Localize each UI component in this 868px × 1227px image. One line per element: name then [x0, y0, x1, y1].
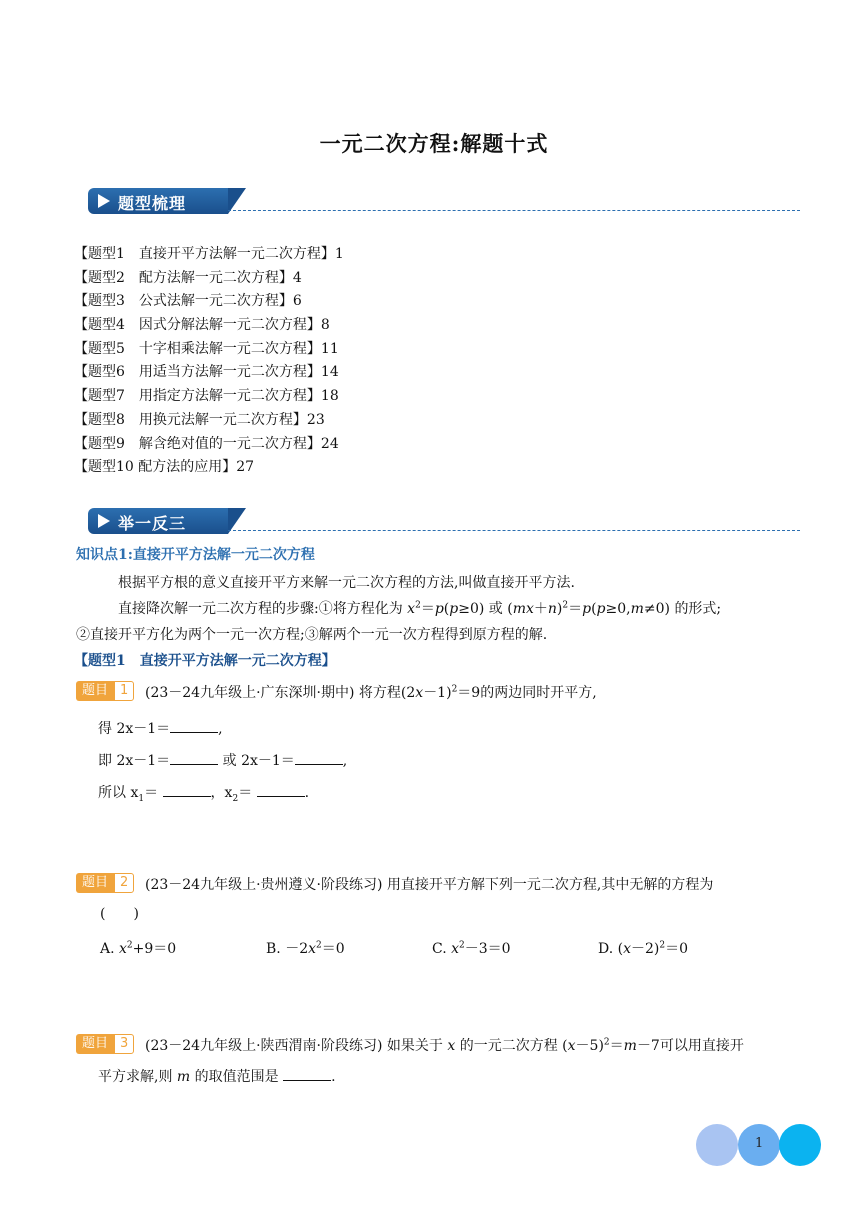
question-body: 将方程 [358, 685, 401, 701]
option-label: A. [100, 941, 115, 957]
dashed-divider [228, 210, 800, 211]
play-triangle-icon [98, 194, 110, 208]
question-text [145, 874, 713, 894]
answer-label: 即 2x－1＝ [98, 753, 171, 769]
toc-item[interactable]: 【题型8 用换元法解一元二次方程】23 [74, 411, 325, 428]
answer-line: 所以 $x_1=$ ，$x_2=$ . [98, 782, 309, 804]
question-source: (23－24九年级上·广东深圳·期中) [145, 685, 355, 701]
question-text: (23－24九年级上·陕西渭南·阶段练习) 如果关于 x 的一元二次方程 $(x-5)^2=m-7$可以用直接开 [145, 1037, 744, 1054]
answer-blank[interactable] [283, 1066, 331, 1081]
dashed-divider [228, 530, 800, 531]
question-text [145, 682, 597, 702]
answer-blank[interactable] [295, 750, 343, 765]
toc-item[interactable]: 【题型5 十字相乘法解一元二次方程】11 [74, 340, 339, 357]
answer-label: 所以 x [98, 785, 139, 801]
option-label: C. [432, 941, 447, 957]
section-label: 题型梳理 [118, 194, 187, 213]
page-title: 一元二次方程:解题十式 [319, 131, 549, 156]
badge-number: 1 [114, 681, 134, 701]
answer-label: 得 2x－1＝ [98, 721, 171, 737]
toc-item[interactable]: 【题型7 用指定方法解一元二次方程】18 [74, 388, 339, 405]
toc-item[interactable]: 【题型10 配方法的应用】27 [74, 459, 255, 476]
knowledge-text: 直接降次解一元二次方程的步骤:①将方程化为 [118, 601, 403, 617]
answer-label: ，x [210, 785, 233, 801]
question-body: 如果关于 [386, 1038, 443, 1054]
answer-blank[interactable] [257, 782, 305, 797]
option-b[interactable]: B. $-2x^2=0$ [266, 940, 345, 957]
formula: $x^2=p(p\ge 0)$ 或 $(mx+n)^2=p(p\ge 0,m\ne 0)$ [407, 600, 675, 617]
option-a[interactable]: A. $x^2+9=0$ [100, 940, 177, 957]
badge-label: 题目 [76, 681, 114, 701]
option-d[interactable]: D. $(x-2)^2=0$ [598, 940, 689, 957]
section-label: 举一反三 [118, 514, 187, 533]
question-type-heading: 【题型1 直接开平方法解一元二次方程】 [74, 653, 336, 669]
question-badge [76, 873, 134, 893]
answer-line: 得 2x－1＝ , [98, 718, 223, 738]
question-source: (23－24九年级上·贵州遵义·阶段练习) [145, 877, 383, 893]
page-circle-left [696, 1124, 738, 1166]
question-body: 的两边同时开平方, [480, 685, 597, 701]
toc-item[interactable]: 【题型1 直接开平方法解一元二次方程】1 [74, 246, 344, 262]
answer-blank[interactable] [170, 718, 218, 733]
formula: $(2x-1)^2=9$ [400, 684, 481, 701]
section-header-question-types [88, 188, 800, 218]
option-label: D. [598, 941, 614, 957]
knowledge-paragraph: ②直接开平方化为两个一元一次方程;③解两个一元一次方程得到原方程的解. [76, 627, 548, 643]
section-header-examples [88, 508, 800, 538]
badge-number: 3 [114, 1034, 134, 1054]
answer-label: 或 2x－1＝ [222, 753, 295, 769]
answer-blank[interactable] [170, 750, 218, 765]
option-label: B. [266, 941, 281, 957]
toc-item[interactable]: 【题型2 配方法解一元二次方程】4 [74, 269, 302, 286]
knowledge-paragraph [118, 598, 721, 618]
question-source: (23－24九年级上·陕西渭南·阶段练习) [145, 1038, 383, 1054]
toc-item[interactable]: 【题型9 解含绝对值的一元二次方程】24 [74, 435, 339, 452]
page-number: 1 [755, 1136, 764, 1151]
question-badge [76, 1034, 134, 1054]
question-badge [76, 681, 134, 701]
answer-blank[interactable] [163, 782, 211, 797]
question-body: 用直接开平方解下列一元二次方程,其中无解的方程为 [386, 877, 714, 893]
page-circle-right [779, 1124, 821, 1166]
answer-line: 即 2x－1＝ 或 2x－1＝ , [98, 750, 347, 770]
answer-label: ＝ [238, 785, 253, 801]
knowledge-paragraph: 根据平方根的意义直接开平方来解一元二次方程的方法,叫做直接开平方法. [118, 575, 575, 591]
table-of-contents [74, 243, 344, 480]
badge-label: 题目 [76, 873, 114, 893]
knowledge-heading: 知识点1:直接开平方法解一元二次方程 [76, 547, 315, 563]
question-body: 平方求解,则 [98, 1069, 173, 1085]
question-body: 的取值范围是 [194, 1069, 279, 1085]
question-body: 可以用直接开 [659, 1038, 744, 1054]
question-body: 的一元二次方程 [459, 1038, 558, 1054]
toc-item[interactable]: 【题型3 公式法解一元二次方程】6 [74, 293, 302, 310]
toc-item[interactable]: 【题型4 因式分解法解一元二次方程】8 [74, 317, 330, 334]
toc-item[interactable]: 【题型6 用适当方法解一元二次方程】14 [74, 364, 339, 381]
badge-label: 题目 [76, 1034, 114, 1054]
option-c[interactable]: C. $x^2-3=0$ [432, 940, 511, 957]
play-triangle-icon [98, 514, 110, 528]
knowledge-text: 的形式; [674, 601, 722, 617]
answer-paren[interactable]: ( ) [100, 906, 139, 922]
formula: $(x-5)^2=m-7$ [562, 1037, 660, 1054]
badge-number: 2 [114, 873, 134, 893]
answer-line: 平方求解,则 m 的取值范围是 . [98, 1066, 336, 1086]
